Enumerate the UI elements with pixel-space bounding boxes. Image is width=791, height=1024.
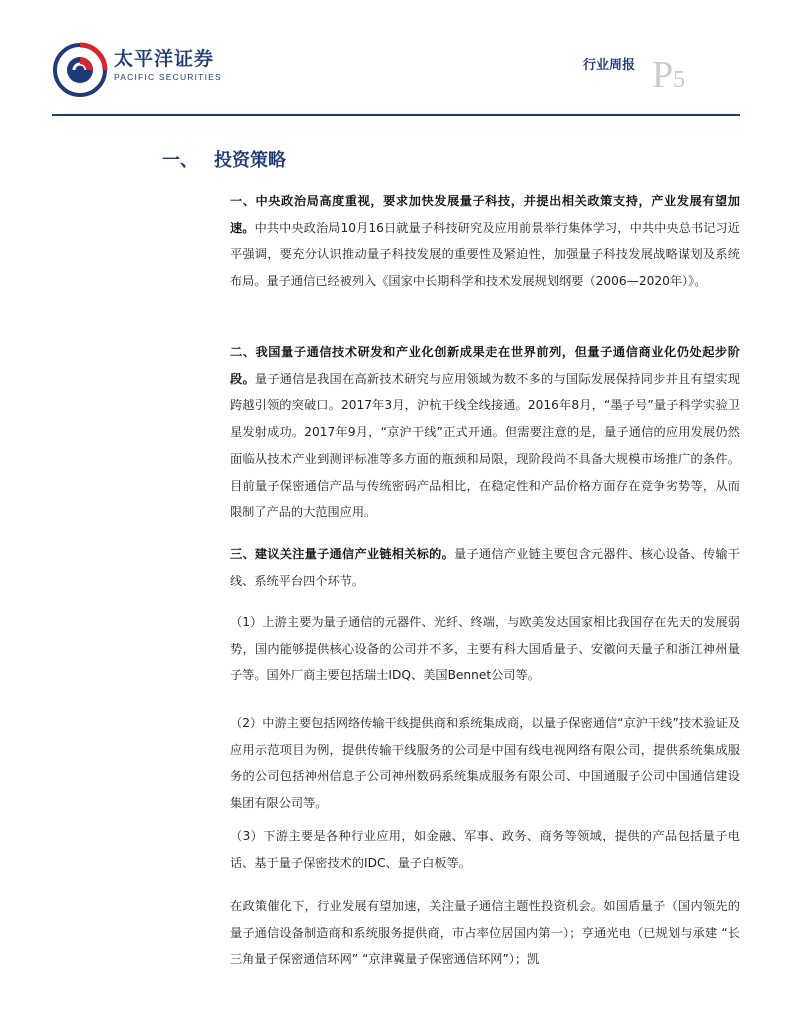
page-letter: P [652,54,674,96]
paragraph-3-body: 量子通信产业链主要包含元器件、核心设备、传输干线、系统平台四个环节。 [230,547,740,588]
section-heading [162,146,286,172]
pacific-securities-logo-icon [52,42,108,98]
paragraph-3-lead: 三、建议关注量子通信产业链相关标的。 [230,547,455,561]
paragraph-3 [230,541,740,594]
company-logo [52,42,222,94]
paragraph-1 [230,188,740,295]
section-title: 投资策略 [214,150,286,171]
paragraph-conclusion-body: 在政策催化下，行业发展有望加速，关注量子通信主题性投资机会。如国盾量子（国内领先的量子通信设备制造商和系统服务提供商，市占率位居国内第一）；亨通光电（已规划与承建 “长三角量子保密通信环网” “京津冀量子保密通信环网”）；凯 [230,899,740,967]
page-digit: 5 [673,67,686,93]
logo-chinese-name: 太平洋证券 [114,48,215,70]
paragraph-downstream-body: （3）下游主要是各种行业应用，如金融、军事、政务、商务等领域，提供的产品包括量子电话、基于量子保密技术的IDC、量子白板等。 [230,829,740,870]
paragraph-midstream-body: （2）中游主要包括网络传输干线提供商和系统集成商，以量子保密通信“京沪干线”技术验证及应用示范项目为例，提供传输干线服务的公司是中国有线电视网络有限公司，提供系统集成服务的公司包括神州信息子公司神州数码系统集成服务有限公司、中国通服子公司中国通信建设集团有限公司等。 [230,716,740,811]
paragraph-2-lead: 二、我国量子通信技术研发和产业化创新成果走在世界前列，但量子通信商业化仍处起步阶段。 [230,345,740,386]
report-type-label: 行业周报 [583,58,636,73]
paragraph-upstream [230,609,740,689]
paragraph-1-body: 中共中央政治局10月16日就量子科技研究及应用前景举行集体学习，中共中央总书记习近平强调，要充分认识推动量子科技发展的重要性及紧迫性，加强量子科技发展战略谋划及系统布局。量子通信已经被列入《国家中长期科学和技术发展规划纲要（2006—2020年）》。 [230,220,740,289]
paragraph-2-body: 量子通信是我国在高新技术研究与应用领域为数不多的与国际发展保持同步并且有望实现跨越引领的突破口。2017年3月，沪杭干线全线接通。2016年8月，“墨子号”量子科学实验卫星发射成功。2017年9月，“京沪干线”正式开通。但需要注意的是，量子通信的应用发展仍然面临从技术产业到测评标准等多方面的瓶颈和局限，现阶段尚不具备大规模市场推广的条件。目前量子保密通信产品与传统密码产品相比，在稳定性和产品价格方面存在竞争劣势等，从而限制了产品的大范围应用。 [230,371,740,520]
header-divider [52,114,740,116]
paragraph-midstream [230,710,740,817]
logo-english-name: PACIFIC SECURITIES [114,72,222,82]
paragraph-downstream [230,823,740,876]
section-number: 一、 [162,150,198,171]
paragraph-2 [230,339,740,526]
paragraph-1-lead: 一、中央政治局高度重视，要求加快发展量子科技，并提出相关政策支持，产业发展有望加速。 [230,194,740,235]
paragraph-conclusion [230,893,740,973]
paragraph-upstream-body: （1）上游主要为量子通信的元器件、光纤、终端，与欧美发达国家相比我国存在先天的发展弱势，国内能够提供核心设备的公司并不多，主要有科大国盾量子、安徽问天量子和浙江神州量子等。国外厂商主要包括瑞士IDQ、美国Bennet公司等。 [230,615,740,683]
page-number [652,54,686,97]
